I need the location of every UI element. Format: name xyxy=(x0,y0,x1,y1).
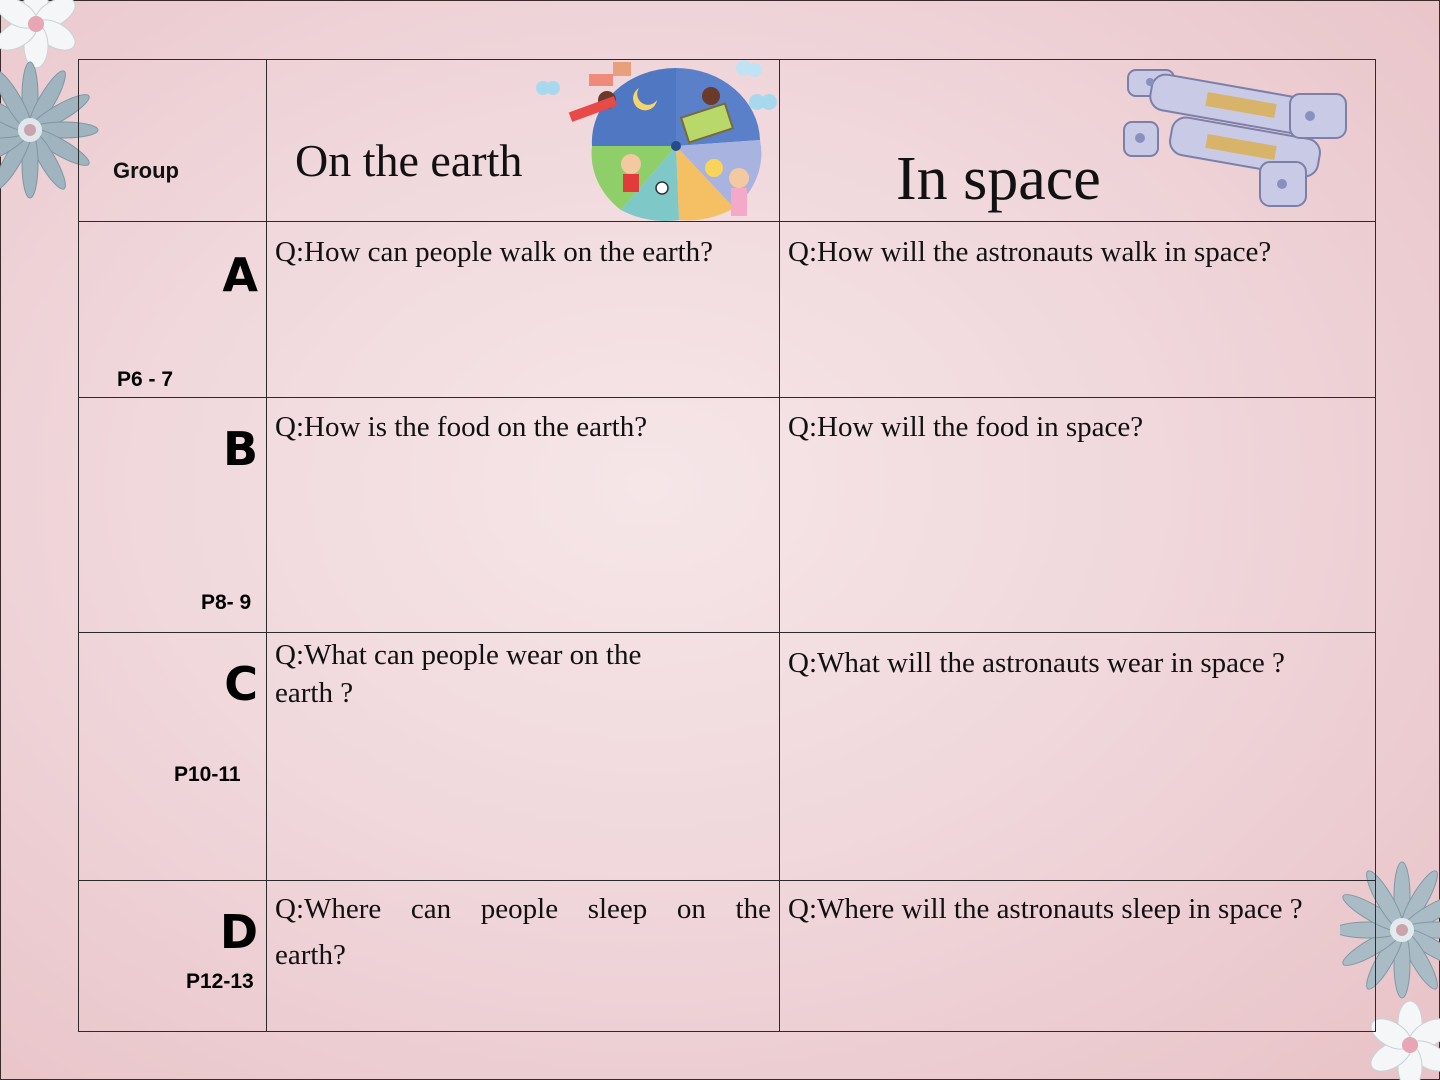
table-row-d xyxy=(79,880,1376,1031)
space-question-cell-c xyxy=(780,632,1376,880)
earth-question-cell-d xyxy=(267,880,780,1031)
earth-header-cell xyxy=(267,60,780,222)
group-cell-d xyxy=(79,880,267,1031)
earth-question-cell-b xyxy=(267,398,780,632)
group-letter-d: D xyxy=(219,904,258,959)
group-task-table xyxy=(78,59,1376,1032)
group-letter-b: B xyxy=(222,422,258,477)
group-letter-a: A xyxy=(222,248,258,303)
space-column-title: In space xyxy=(896,145,1101,213)
space-question-c: Q:What will the astronauts wear in space ? xyxy=(788,646,1285,679)
page-range-b: P8- 9 xyxy=(201,591,252,615)
space-question-d: Q:Where will the astronauts sleep in space ? xyxy=(788,892,1303,925)
group-label: Group xyxy=(113,158,179,183)
space-question-cell-d xyxy=(780,880,1376,1031)
group-letter-c: C xyxy=(224,656,258,711)
kids-earth-illustration xyxy=(529,60,779,222)
space-station-illustration xyxy=(1110,66,1360,216)
group-cell-a xyxy=(79,222,267,398)
earth-question-b: Q:How is the food on the earth? xyxy=(275,411,648,444)
group-header-cell xyxy=(79,60,267,222)
space-question-cell-a xyxy=(780,222,1376,398)
earth-question-d: Q:Where can people sleep on the earth? xyxy=(275,892,771,971)
earth-question-a: Q:How can people walk on the earth? xyxy=(275,236,714,269)
space-question-a: Q:How will the astronauts walk in space? xyxy=(788,236,1272,269)
space-question-cell-b xyxy=(780,398,1376,632)
page-range-a: P6 - 7 xyxy=(117,368,174,392)
table-row-c xyxy=(79,632,1376,880)
earth-question-c: Q:What can people wear on the earth ? xyxy=(275,638,642,709)
table-header-row xyxy=(79,60,1376,222)
space-header-cell xyxy=(780,60,1376,222)
earth-column-title: On the earth xyxy=(295,135,523,186)
earth-question-cell-c xyxy=(267,632,780,880)
table-row-a xyxy=(79,222,1376,398)
table-row-b xyxy=(79,398,1376,632)
space-question-b: Q:How will the food in space? xyxy=(788,411,1144,444)
earth-question-cell-a xyxy=(267,222,780,398)
page-range-c: P10-11 xyxy=(174,762,241,786)
page-range-d: P12-13 xyxy=(186,969,254,993)
group-cell-c xyxy=(79,632,267,880)
group-cell-b xyxy=(79,398,267,632)
